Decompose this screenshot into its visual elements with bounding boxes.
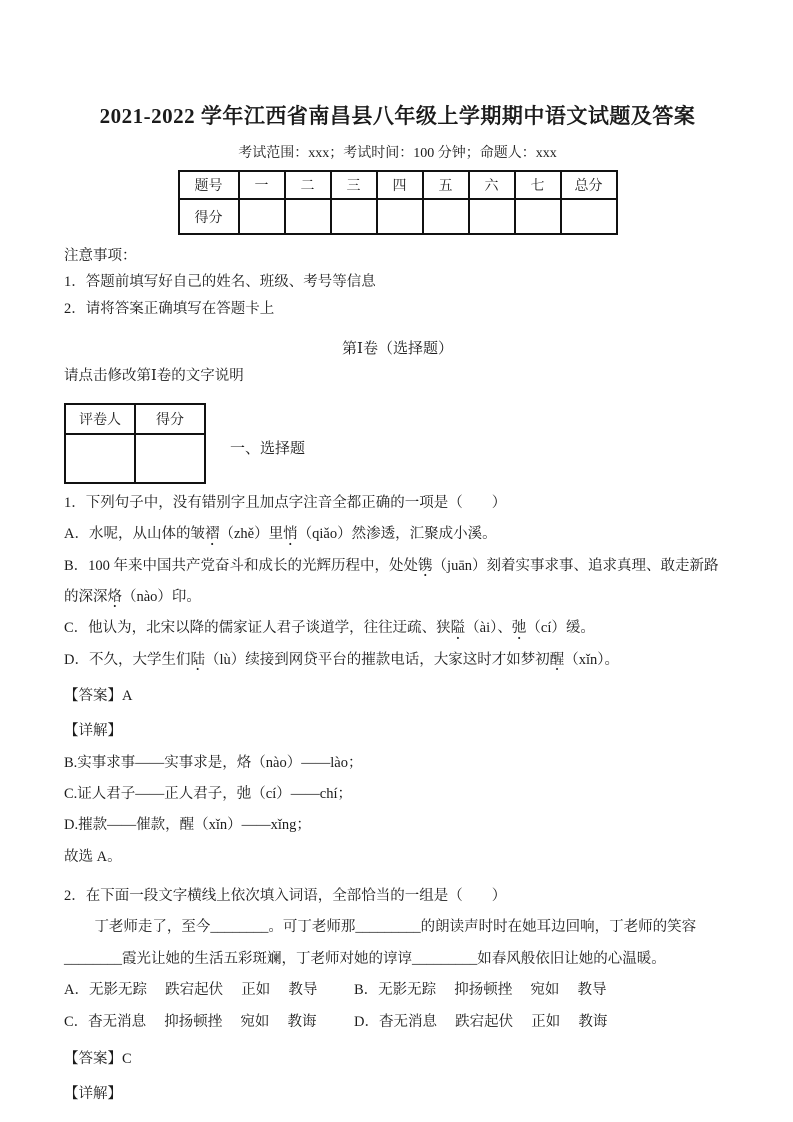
option-text: C．他认为，北宋以降的儒家证人君子谈道学，往往迂疏、狭 [64,620,451,637]
score-entry-cell [135,434,205,483]
score-entry-cell [423,199,469,234]
notice-heading: 注意事项： [64,248,137,264]
score-table-header-cell: 五 [423,171,469,199]
question-1-explain-b: B.实事求事——实事求是，烙（nào）——lào； [64,754,363,771]
option-text: （zhě）里 [219,526,284,543]
option-text: （xǐn）。 [564,651,620,668]
question-2-option-d: D．杳无消息 跌宕起伏 正如 教诲 [354,1013,608,1030]
question-1-option-d [64,645,731,676]
score-table-header-cell: 二 [285,171,331,199]
score-table-header-cell: 题号 [179,171,239,199]
page-title: 2021-2022 学年江西省南昌县八年级上学期期中语文试题及答案 [99,104,696,128]
emphasized-char: 醒 [549,651,565,668]
emphasized-char: 悄 [283,526,298,543]
question-1-option-b [64,551,731,614]
score-table-header-cell: 七 [515,171,561,199]
question-1-option-c [64,613,731,644]
score-table-header-cell: 一 [239,171,285,199]
question-1-answer: 【答案】A [64,688,133,704]
emphasized-char: 弛 [511,620,527,637]
score-label-cell: 得分 [135,404,205,434]
question-2-explain-label: 【详解】 [64,1085,122,1102]
grader-label-cell: 评卷人 [65,404,135,434]
question-2-option-a: A．无影无踪 跌宕起伏 正如 教导 [64,981,318,998]
score-entry-cell [239,199,285,234]
question-1-block [64,488,731,873]
question-2-passage-line-2: ________霞光让她的生活五彩斑斓，丁老师对她的谆谆_________如春风般依旧让她的心温暖。 [64,950,666,967]
emphasized-char: 镌 [418,557,433,574]
score-table-header-cell: 三 [331,171,377,199]
question-2-options-row-2 [64,1007,731,1039]
grader-score-block [64,403,731,484]
score-summary-table [178,170,618,235]
score-entry-cell [469,199,515,234]
question-2-answer: 【答案】C [64,1050,132,1067]
score-table-header-row [179,171,617,199]
option-text: （cí）缓。 [526,620,595,637]
grader-table-header-row [65,404,205,434]
question-2-options-row-1 [64,975,731,1007]
part1-edit-hint[interactable]: 请点击修改第Ⅰ卷的文字说明 [64,368,244,385]
section-1-title: 一、选择题 [230,441,306,458]
question-2-passage-line-1: 丁老师走了，至今________。可丁老师那_________的朗读声时时在她耳边回响，丁老师的笑容 [94,919,697,936]
option-text: D．不久，大学生们 [64,651,191,668]
score-entry-cell [515,199,561,234]
option-text: （ài）、 [465,620,512,637]
question-1-explain-d: D.摧款——催款，醒（xǐn）——xǐng； [64,817,311,834]
score-table-header-cell: 四 [377,171,423,199]
question-2-option-c: C．杳无消息 抑扬顿挫 宛如 教诲 [64,1013,317,1030]
option-text: （qiǎo）然渗透，汇聚成小溪。 [297,526,497,543]
question-1-conclusion: 故选 A。 [64,848,122,865]
part1-title: 第Ⅰ卷（选择题） [342,341,453,358]
score-entry-cell [331,199,377,234]
question-2-option-b: B．无影无踪 抑扬顿挫 宛如 教导 [354,981,607,998]
score-table-header-cell: 六 [469,171,515,199]
score-entry-cell [377,199,423,234]
grader-entry-cell [65,434,135,483]
option-text: （juān）刻着实事求事、追求真理、敢走新路的深深 [64,557,719,606]
score-row-label: 得分 [179,199,239,234]
score-entry-cell [285,199,331,234]
score-entry-cell [561,199,617,234]
question-2-block [64,881,731,1110]
grader-score-table [64,403,206,484]
emphasized-char: 烙 [107,589,122,606]
exam-meta: 考试范围：xxx；考试时间：100 分钟；命题人：xxx [238,146,557,161]
notice-item-2: 2．请将答案正确填写在答题卡上 [64,300,275,317]
notice-item-1: 1．答题前填写好自己的姓名、班级、考号等信息 [64,274,376,291]
notice-block [64,243,731,322]
emphasized-char: 褶 [204,526,220,543]
question-1-explain-label: 【详解】 [64,723,122,740]
question-1-stem: 1．下列句子中，没有错别字且加点字注音全都正确的一项是（ ） [64,495,507,512]
emphasized-char: 隘 [450,620,466,637]
score-table-score-row [179,199,617,234]
option-text: B．100 年来中国共产党奋斗和成长的光辉历程中，处处 [64,557,419,574]
grader-table-entry-row [65,434,205,483]
option-text: （nào）印。 [122,589,201,606]
question-1-option-a [64,519,731,550]
score-table-header-cell: 总分 [561,171,617,199]
option-text: （lù）续接到网贷平台的摧款电话，大家这时才如梦初 [204,651,550,668]
emphasized-char: 陆 [190,651,205,668]
option-text: A．水呢，从山体的皱 [64,526,205,543]
question-2-stem: 2．在下面一段文字横线上依次填入词语，全部恰当的一组是（ ） [64,887,507,904]
question-1-explain-c: C.证人君子——正人君子，弛（cí）——chí； [64,785,352,802]
